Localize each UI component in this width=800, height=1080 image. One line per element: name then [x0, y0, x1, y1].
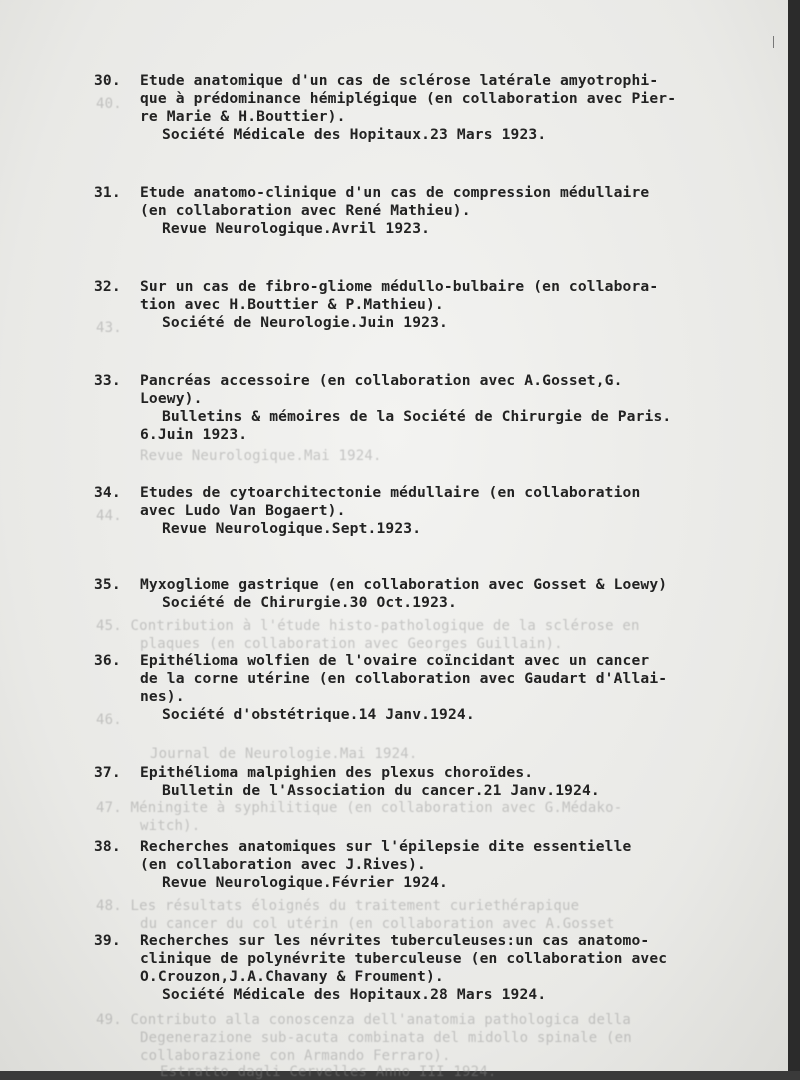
entry-number: 34.	[94, 484, 121, 501]
entry-number: 30.	[94, 72, 121, 89]
entry-title-line: Pancréas accessoire (en collaboration avec A.Gosset,G.	[140, 372, 623, 389]
entry-number: 31.	[94, 184, 121, 201]
entry-source: Revue Neurologique.Avril 1923.	[162, 220, 431, 237]
entry-source: Société d'obstétrique.14 Janv.1924.	[162, 706, 475, 723]
entry-title-line: Etude anatomo-clinique d'un cas de compression médullaire	[140, 184, 650, 201]
entry-number: 36.	[94, 652, 121, 669]
bleed-through-text: 45. Contribution à l'étude histo-pathologique de la sclérose en	[96, 618, 640, 634]
bleed-through-text: collaborazione con Armando Ferraro).	[140, 1048, 451, 1064]
entry-title-line: clinique de polynévrite tuberculeuse (en collaboration avec	[140, 950, 668, 967]
entry-title-line: Epithélioma malpighien des plexus choroïdes.	[140, 764, 534, 781]
bleed-through-text: du cancer du col utérin (en collaboration avec A.Gosset	[140, 916, 615, 932]
bleed-through-text: 49. Contributo alla conoscenza dell'anatomia pathologica della	[96, 1012, 631, 1028]
entry-title-line: Etude anatomique d'un cas de sclérose latérale amyotrophi-	[140, 72, 659, 89]
entry-title-line: tion avec H.Bouttier & P.Mathieu).	[140, 296, 444, 313]
entry-source: Bulletins & mémoires de la Société de Chirurgie de Paris.	[162, 408, 672, 425]
entry-title-line: (en collaboration avec J.Rives).	[140, 856, 426, 873]
entry-source: Société Médicale des Hopitaux.28 Mars 1924.	[162, 986, 547, 1003]
entry-source-cont: 6.Juin 1923.	[140, 426, 248, 443]
bleed-through-text: 43.	[96, 320, 122, 336]
entry-title-line: Recherches anatomiques sur l'épilepsie dite essentielle	[140, 838, 632, 855]
bleed-through-text: 46.	[96, 712, 122, 728]
entry-title-line: O.Crouzon,J.A.Chavany & Froument).	[140, 968, 444, 985]
entry-source: Société de Neurologie.Juin 1923.	[162, 314, 448, 331]
bleed-through-text: 44.	[96, 508, 122, 524]
page-edge-shadow	[788, 0, 800, 1071]
entry-number: 37.	[94, 764, 121, 781]
bleed-through-text: Degenerazione sub-acuta combinata del midollo spinale (en	[140, 1030, 632, 1046]
bleed-through-text: plaques (en collaboration avec Georges Guillain).	[140, 636, 563, 652]
bibliography-entry	[94, 278, 784, 332]
entry-title-line: que à prédominance hémiplégique (en collaboration avec Pier-	[140, 90, 677, 107]
entry-title-line: re Marie & H.Bouttier).	[140, 108, 346, 125]
entry-source: Société de Chirurgie.30 Oct.1923.	[162, 594, 457, 611]
entry-title-line: (en collaboration avec René Mathieu).	[140, 202, 471, 219]
entry-title-line: Loewy).	[140, 390, 203, 407]
bibliography-entry	[94, 576, 784, 612]
bleed-through-text: Estratto dagli Cervelles Anno III 1924.	[160, 1064, 497, 1080]
entry-number: 38.	[94, 838, 121, 855]
margin-mark	[773, 36, 774, 48]
bibliography-entry	[94, 838, 784, 892]
bleed-through-text: 40.	[96, 96, 122, 112]
bibliography-entry	[94, 932, 784, 1004]
entry-title-line: Etudes de cytoarchitectonie médullaire (en collaboration	[140, 484, 641, 501]
entry-source: Revue Neurologique.Sept.1923.	[162, 520, 422, 537]
bleed-through-text: 48. Les résultats éloignés du traitement curiethérapique	[96, 898, 580, 914]
bleed-through-text: 47. Méningite à syphilitique (en collaboration avec G.Médako-	[96, 800, 623, 816]
entry-source: Revue Neurologique.Février 1924.	[162, 874, 448, 891]
entry-title-line: Sur un cas de fibro-gliome médullo-bulbaire (en collabora-	[140, 278, 659, 295]
bibliography-entry	[94, 72, 784, 144]
entry-number: 39.	[94, 932, 121, 949]
bibliography-entry	[94, 372, 784, 444]
entry-number: 33.	[94, 372, 121, 389]
bibliography-entry	[94, 484, 784, 538]
entry-source: Société Médicale des Hopitaux.23 Mars 1923.	[162, 126, 547, 143]
bibliography-entry	[94, 184, 784, 238]
entry-number: 32.	[94, 278, 121, 295]
entry-title-line: Epithélioma wolfien de l'ovaire coïncidant avec un cancer	[140, 652, 650, 669]
entry-title-line: avec Ludo Van Bogaert).	[140, 502, 346, 519]
bleed-through-text: Revue Neurologique.Mai 1924.	[140, 448, 382, 464]
entry-title-line: Myxogliome gastrique (en collaboration avec Gosset & Loewy)	[140, 576, 668, 593]
entry-title-line: Recherches sur les névrites tuberculeuses:un cas anatomo-	[140, 932, 650, 949]
bleed-through-text: witch).	[140, 818, 201, 834]
bleed-through-text: Journal de Neurologie.Mai 1924.	[150, 746, 418, 762]
entry-number: 35.	[94, 576, 121, 593]
bibliography-entry	[94, 652, 784, 724]
bibliography-entry	[94, 764, 784, 800]
entry-source: Bulletin de l'Association du cancer.21 Janv.1924.	[162, 782, 600, 799]
entry-title-line: de la corne utérine (en collaboration avec Gaudart d'Allai-	[140, 670, 668, 687]
entry-title-line: nes).	[140, 688, 185, 705]
